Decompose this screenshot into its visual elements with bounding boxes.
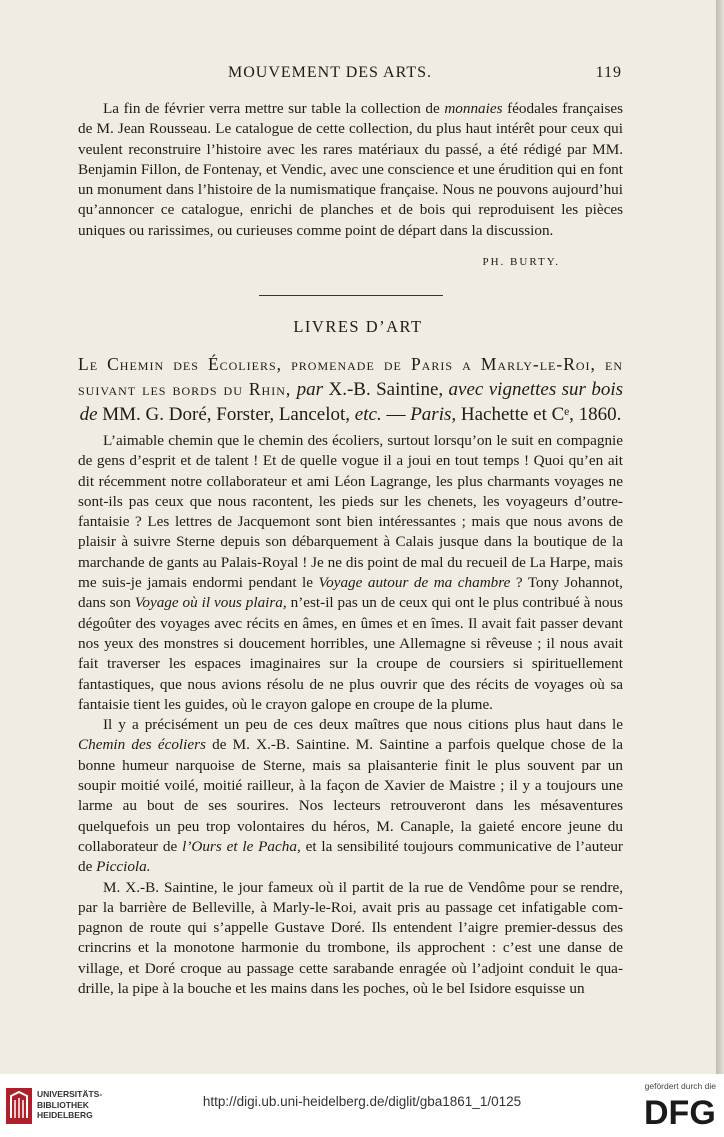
intro-text-italic: monnaies — [444, 100, 503, 117]
book-par: par — [296, 379, 324, 400]
book-dash: — — [386, 404, 406, 425]
running-head-title: MOUVEMENT DES ARTS. — [228, 64, 432, 81]
page-number: 119 — [595, 64, 622, 81]
source-url-link[interactable]: http://digi.ub.uni-heidelberg.de/diglit/gba1861_1/0125 — [202, 1094, 522, 1109]
article-body — [78, 431, 623, 999]
italic-title: Picciola. — [96, 858, 151, 876]
library-name-line3: HEIDELBERG — [37, 1110, 93, 1120]
paragraph-text: ? Tony Johannot, dans son — [78, 574, 623, 612]
body-paragraph — [78, 878, 623, 1000]
paragraph-text: Il y a précisément un peu de ces deux maîtres que nous citions plus haut dans le — [103, 716, 623, 734]
italic-title: Chemin des écoliers — [78, 736, 206, 754]
paragraph-text: L’aimable chemin que le chemin des écoliers, surtout lorsqu’on le suit en compagnie de gens d’esprit et de talent ! Et de quelle vogue il a joui en tout temps ! Quoi qu’en ait dit récemment notre collaborateur et ami Léon Lagrange, les plus charmants voyages ne sont-ils pas ceux que nous racontent, les pieds sur les chenets, les voyageurs d’outre-fantaisie ? Les lettres de Jacquemont sont bien intéressantes ; mais que nous avons de plaisir à suivre Sterne depuis son débarquement à Calais jusque dans la boutique de la marchande de gants au Palais-Royal ! Je ne dis point de mal du recueil de La Harpe, mais me suis-je jamais endormi pendant le — [78, 432, 623, 592]
book-publisher: Hachette et Cᵉ, 1860. — [460, 404, 622, 425]
section-divider — [259, 295, 443, 296]
running-head — [78, 64, 622, 86]
dfg-logo-text: DFG — [644, 1094, 716, 1129]
body-paragraph — [78, 715, 623, 877]
intro-text-end: féodales françaises de M. Jean Rousseau. Le catalogue de cette collection, du plus haut intérêt pour ceux qui veulent reconstruire l’histoire avec les rares matériaux du passé, a été rédigé par MM. Benjamin Fillon, de Fontenay, et Vendic, avec une conscience et une érudition qui en font un monument dans l’histoire de la numismatique française. Nous ne pouvons aujourd’hui qu’annoncer ce catalogue, enrichi de planches et de bois qui reproduisent les pièces uniques ou rarissimes, ou curieuses comme point de départ dans la discussion. — [78, 100, 624, 239]
intro-paragraph — [78, 99, 623, 241]
italic-title: l’Ours et le Pacha, — [182, 837, 301, 855]
intro-paragraph-text — [78, 99, 623, 241]
italic-title: Voyage autour de ma chambre — [318, 574, 511, 592]
section-title: LIVRES D’ART — [293, 317, 423, 336]
funded-by-label: gefördert durch die — [644, 1081, 716, 1091]
body-paragraph — [78, 431, 623, 715]
book-avec: avec vignettes sur bois de — [79, 379, 624, 425]
book-etc: etc. — [354, 404, 382, 425]
library-name-line2: BIBLIOTHEK — [37, 1099, 89, 1110]
paragraph-text: et la sensibilité toujours communicative de l’auteur de — [78, 837, 623, 876]
book-city: Paris, — [410, 404, 457, 425]
paragraph-text: de M. X.-B. Saintine. M. Saintine a parfois quelque chose de la bonne humeur narquoise de Sterne, mais sa plaisanterie finit le plus souvent par un soupir moitié voilé, moitié railleur, à la façon de Xavier de Maistre ; il y a toujours une larme au bout de ses sourires. Nos lecteurs retrouveront dans les mésaventures quelquefois un peu trop volontaires du héros, M. Canaple, la gaieté encore jeune du collaborateur de — [78, 736, 623, 855]
book-author: X.-B. Saintine, — [328, 379, 444, 400]
italic-title: Voyage où il vous plaira, — [134, 594, 287, 612]
digitization-footer — [0, 1074, 724, 1137]
dfg-logo-icon — [644, 1093, 716, 1129]
paragraph-text: n’est-il pas un de ceux qui ont le plus contribué à nous dégoûter des voyages avec récits en âmes, en ûmes et en îmes. Il avait fait passer devant nos yeux des monstres si doucement horribles, une Allemagne si rêveuse ; il nous avait fait traverser les espaces imaginaires sur la croupe de coursiers si spirituellement fantastiques, que nous avions résolu de ne plus ouvrir que des récits de voyages où sa fantaisie tient les guides, où le crayon galope en croupe de la plume. — [78, 594, 624, 713]
book-entry-heading — [78, 352, 623, 427]
intro-text-start: La fin de février verra mettre sur table la collection de — [103, 100, 445, 117]
library-name-line1: UNIVERSITÄTS- — [37, 1089, 103, 1099]
page-edge — [716, 0, 724, 1074]
paragraph-text: M. X.-B. Saintine, le jour fameux où il partit de la rue de Vendôme pour se rendre, par la barrière de Belleville, à Marly-le-Roi, avait pris au passage cet infatigable compagnon de route qui s’appelle Gustave Doré. Ils entendent l’aigre premier-dessus des crincrins et la monotone harmonie du trombone, ils approchent : c’est une danse de village, et Doré croque au passage cette sarabande enragée où l’adjoint conduit le quadrille, la pipe à la bouche et les mains dans les poches, où le bel Isidore esquisse un — [78, 878, 623, 998]
book-illustrators: MM. G. Doré, Forster, Lancelot, — [102, 404, 351, 425]
book-title: Le Chemin des Écoliers, promenade de Paris a Marly-le-Roi, en suivant les bords du Rhin, — [78, 354, 623, 399]
author-signature: PH. BURTY. — [482, 256, 560, 268]
